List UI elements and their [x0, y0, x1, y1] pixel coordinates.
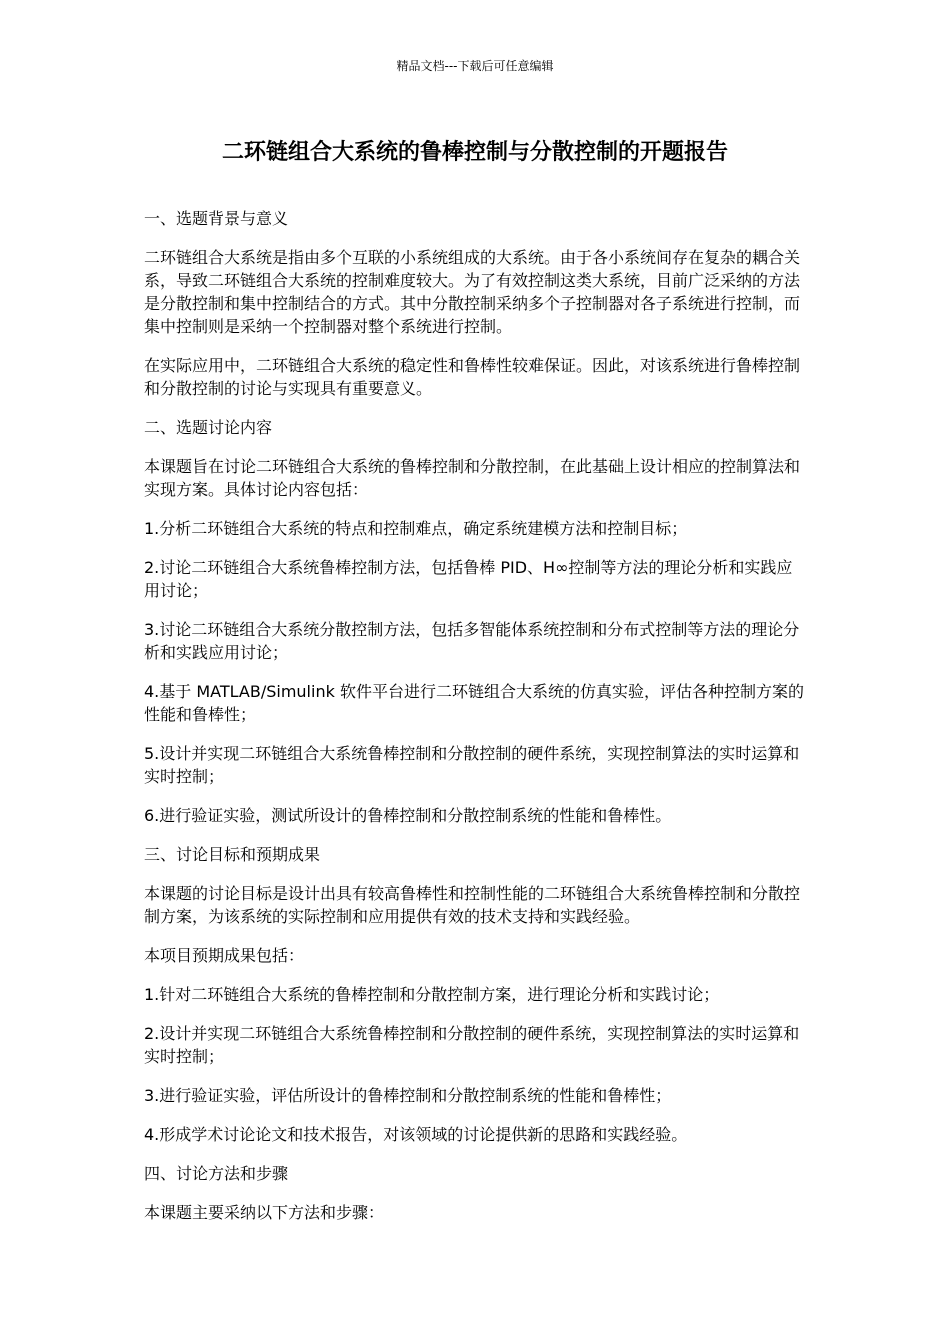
- list-item: 1.分析二环链组合大系统的特点和控制难点，确定系统建模方法和控制目标；: [144, 519, 688, 538]
- paragraph: 本课题的讨论目标是设计出具有较高鲁棒性和控制性能的二环链组合大系统鲁棒控制和分散控制方案，为该系统的实际控制和应用提供有效的技术支持和实践经验。: [144, 884, 801, 926]
- list-item: 4.形成学术讨论论文和技术报告，对该领域的讨论提供新的思路和实践经验。: [144, 1125, 688, 1144]
- section-heading-methods: 四、讨论方法和步骤: [144, 1164, 289, 1183]
- paragraph: 本项目预期成果包括：: [144, 946, 305, 965]
- page-header: 精品文档---下载后可任意编辑: [396, 59, 554, 73]
- section-heading-background: 一、选题背景与意义: [144, 209, 289, 228]
- list-item: 6.进行验证实验，测试所设计的鲁棒控制和分散控制系统的性能和鲁棒性。: [144, 806, 672, 825]
- list-item: 3.讨论二环链组合大系统分散控制方法，包括多智能体系统控制和分布式控制等方法的理论分析和实践应用讨论；: [144, 620, 800, 662]
- paragraph: 本课题主要采纳以下方法和步骤：: [144, 1203, 385, 1222]
- list-item: 2.设计并实现二环链组合大系统鲁棒控制和分散控制的硬件系统，实现控制算法的实时运算和实时控制；: [144, 1024, 800, 1066]
- list-item: 4.基于 MATLAB/Simulink 软件平台进行二环链组合大系统的仿真实验，评估各种控制方案的性能和鲁棒性；: [144, 682, 804, 724]
- paragraph: 本课题旨在讨论二环链组合大系统的鲁棒控制和分散控制，在此基础上设计相应的控制算法和实现方案。具体讨论内容包括：: [144, 457, 801, 499]
- paragraph: 二环链组合大系统是指由多个互联的小系统组成的大系统。由于各小系统间存在复杂的耦合关系，导致二环链组合大系统的控制难度较大。为了有效控制这类大系统，目前广泛采纳的方法是分散控制和集中控制结合的方式。其中分散控制采纳多个子控制器对各子系统进行控制，而集中控制则是采纳一个控制器对整个系统进行控制。: [144, 248, 801, 336]
- list-item: 2.讨论二环链组合大系统鲁棒控制方法，包括鲁棒 PID、H∞控制等方法的理论分析和实践应用讨论；: [144, 558, 793, 600]
- document-title: 二环链组合大系统的鲁棒控制与分散控制的开题报告: [221, 140, 728, 165]
- list-item: 3.进行验证实验，评估所设计的鲁棒控制和分散控制系统的性能和鲁棒性；: [144, 1086, 672, 1105]
- section-heading-goals: 三、讨论目标和预期成果: [144, 845, 321, 864]
- list-item: 1.针对二环链组合大系统的鲁棒控制和分散控制方案，进行理论分析和实践讨论；: [144, 985, 720, 1004]
- document-body: [144, 205, 804, 1240]
- paragraph: 在实际应用中，二环链组合大系统的稳定性和鲁棒性较难保证。因此，对该系统进行鲁棒控制和分散控制的讨论与实现具有重要意义。: [144, 356, 801, 398]
- section-heading-content: 二、选题讨论内容: [144, 418, 273, 437]
- list-item: 5.设计并实现二环链组合大系统鲁棒控制和分散控制的硬件系统，实现控制算法的实时运算和实时控制；: [144, 744, 800, 786]
